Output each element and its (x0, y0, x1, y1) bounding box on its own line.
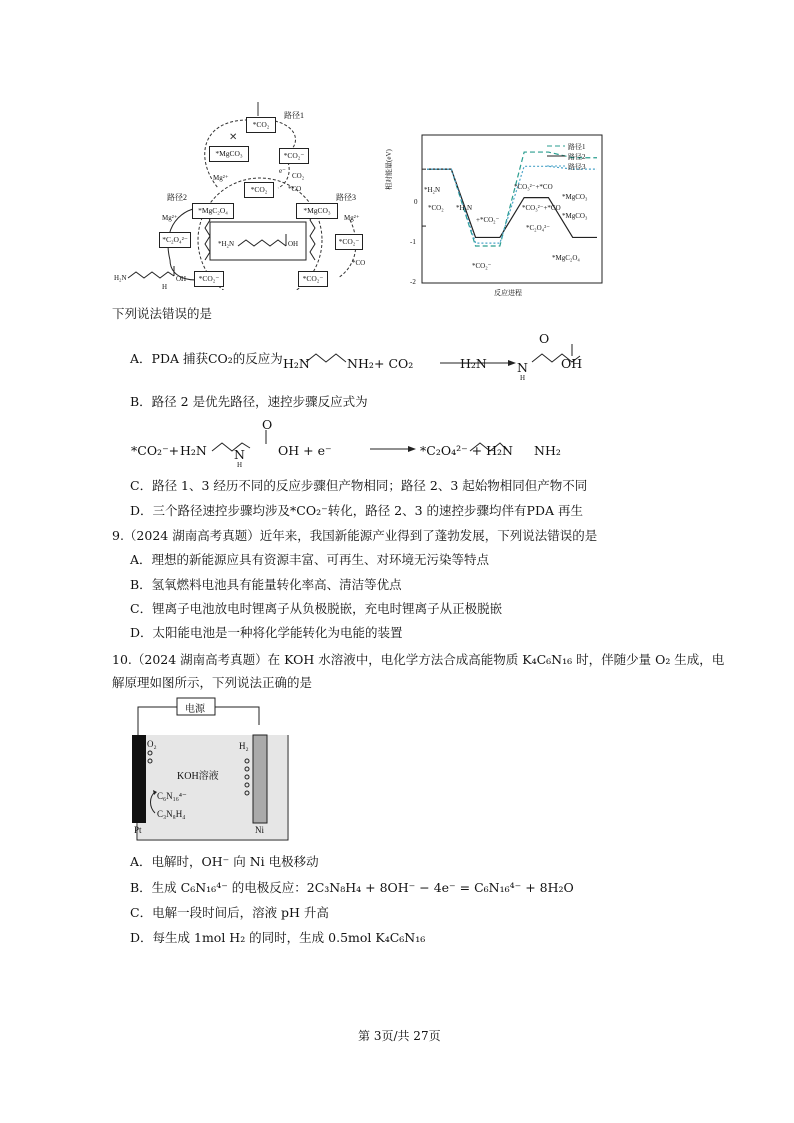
h2-label: H₂ (239, 741, 249, 751)
label-co2: *CO₂ (428, 204, 444, 212)
label-co2-co-top: *CO₃²⁻+*CO (514, 183, 553, 191)
q10-option-d: D．每生成 1mol H₂ 的同时，生成 0.5mol K₄C₆N₁₆ (130, 930, 426, 945)
q8-a-reactant: H₂N (283, 356, 310, 371)
box-co2-top: *CO₂ (246, 117, 276, 133)
box-co2-radical: *CO₂⁻ (279, 148, 309, 164)
mg-label-right: Mg²⁺ (344, 214, 360, 222)
koh-solution-label: KOH溶液 (177, 771, 219, 782)
q9-option-d: D．太阳能电池是一种将化学能转化为电能的装置 (130, 625, 403, 640)
label-mol2: *H₂N (456, 204, 473, 212)
anion-label: C₆N₁₆⁴⁻ (157, 791, 187, 801)
q9-option-c: C．锂离子电池放电时锂离子从负极脱嵌，充电时锂离子从正极脱嵌 (130, 601, 503, 616)
q8-b-h2n: H₂N (180, 443, 207, 458)
reactant-label: C₃N₈H₄ (157, 809, 186, 819)
label-co2rad-top: +*CO₂⁻ (476, 216, 500, 224)
series-line-3 (427, 166, 597, 243)
q8-a-co2: CO₂ (207, 351, 233, 366)
legend-route3: 路径3 (568, 163, 586, 171)
pda-h2n-label: H₂N (114, 274, 127, 282)
q9-option-b: B．氢氧燃料电池具有能量转化率高、清洁等优点 (130, 577, 402, 592)
q8-a-prefix: A．PDA 捕获 (130, 351, 208, 366)
q8-b-left: *CO₂⁻+ (131, 443, 180, 458)
pda-oh-label: OH (176, 275, 187, 283)
q8-b-nh2: NH₂ (534, 443, 561, 458)
q8-option-a (130, 349, 283, 367)
label-co2-co-mid: *CO₃²⁻+*CO (522, 204, 561, 212)
q9-option-a: A．理想的新能源应具有资源丰富、可再生、对环境无污染等特点 (130, 552, 490, 567)
q8-option-c: C．路径 1、3 经历不同的反应步骤但产物相同；路径 2、3 起始物相同但产物不同 (130, 478, 588, 493)
ytick-neg2: -2 (410, 278, 416, 286)
center-molecule-label: *H₂N (218, 240, 235, 248)
energy-ylabel: 相对能量(eV) (385, 149, 393, 190)
ni-electrode-label: Ni (255, 825, 264, 835)
q8-b-oh: OH + e⁻ (278, 443, 332, 458)
route1-label: 路径1 (284, 111, 304, 120)
svg-text:✕: ✕ (229, 132, 238, 143)
box-co2-bottom-left: *CO₂⁻ (194, 271, 224, 287)
q10-option-a: A．电解时，OH⁻ 向 Ni 电极移动 (130, 854, 319, 869)
q8-option-d: D．三个路径速控步骤均涉及*CO₂⁻转化，路径 2、3 的速控步骤均伴有PDA 再生 (130, 503, 583, 518)
q8-a-o: O (539, 331, 550, 346)
o2-label: O₂ (147, 739, 157, 749)
q8-b-h: H (237, 461, 243, 469)
q9-stem: 9.（2024 湖南高考真题）近年来，我国新能源产业得到了蓬勃发展，下列说法错误的是 (112, 528, 598, 543)
box-c2o4: *C₂O₄²⁻ (159, 232, 191, 248)
page-number: 第 3页/共 27页 (358, 1029, 441, 1043)
q8-a-mid: 的反应为 (232, 351, 283, 366)
label-mgc2o4: *MgC₂O₄ (552, 254, 580, 262)
pt-electrode-label: Pt (134, 825, 142, 835)
label-mgco3-top: *MgCO₃ (562, 193, 588, 201)
label-co2rad-bottom: *CO₂⁻ (472, 262, 492, 270)
box-mgco3-right: *MgCO₃ (296, 203, 338, 219)
electrolysis-figure (117, 695, 292, 845)
box-co2-right: *CO₂⁻ (335, 234, 363, 250)
box-mgco3: *MgCO₃ (209, 146, 249, 162)
center-oh-label: OH (288, 240, 299, 248)
power-label: 电源 (185, 704, 205, 715)
q8-b-nh: N (234, 447, 245, 462)
q8-b-o: O (262, 417, 273, 432)
box-mgc2o4: *MgC₂O₄ (192, 203, 234, 219)
label-start-mol: *H₂N (424, 186, 441, 194)
route2-label: 路径2 (167, 193, 187, 202)
pda-nh-label: H (162, 283, 168, 291)
q10-stem-line2: 解原理如图所示，下列说法正确的是 (112, 675, 313, 690)
mg-label-left: Mg²⁺ (162, 214, 178, 222)
label-c2o4: *C₂O₄²⁻ (526, 224, 550, 232)
co-label-right: *CO (352, 259, 366, 267)
q8-option-b: B．路径 2 是优先路径，速控步骤反应式为 (130, 394, 368, 409)
route3-label: 路径3 (336, 193, 356, 202)
box-co2-bottom-right: *CO₂⁻ (298, 271, 328, 287)
q10-option-c: C．电解一段时间后，溶液 pH 升高 (130, 905, 329, 920)
q8-a-h: H (520, 374, 526, 382)
e-label: e⁻ (279, 167, 286, 175)
q8-a-plus: + CO₂ (374, 356, 414, 371)
label-mgco3-mid: *MgCO₃ (562, 212, 588, 220)
energy-xlabel: 反应进程 (494, 289, 522, 297)
co-label: *CO (288, 185, 302, 193)
ytick-neg1: -1 (410, 238, 416, 246)
q10-stem-line1: 10.（2024 湖南高考真题）在 KOH 水溶液中，电化学方法合成高能物质 K₄C₆N₁₆ 时，伴随少量 O₂ 生成，电 (112, 652, 725, 667)
mg-label: Mg²⁺ (213, 174, 229, 182)
legend-route2: 路径2 (568, 153, 586, 161)
q8-a-product: H₂N (460, 356, 487, 371)
q10-option-b: B．生成 C₆N₁₆⁴⁻ 的电极反应：2C₃N₈H₄ + 8OH⁻ − 4e⁻ = C₆N₁₆⁴⁻ + 8H₂O (130, 880, 574, 895)
q8-stem: 下列说法错误的是 (112, 306, 213, 321)
q8-a-oh: OH (561, 356, 583, 371)
q8-b-right: *C₂O₄²⁻ + H₂N (420, 443, 513, 458)
co2-label: CO₂ (292, 172, 305, 180)
q8-a-reactant2: NH₂ (347, 356, 374, 371)
ytick-0: 0 (414, 198, 418, 206)
box-co2-mid: *CO₂ (244, 182, 274, 198)
q8-a-nh: N (517, 360, 528, 375)
legend-route1: 路径1 (568, 143, 586, 151)
